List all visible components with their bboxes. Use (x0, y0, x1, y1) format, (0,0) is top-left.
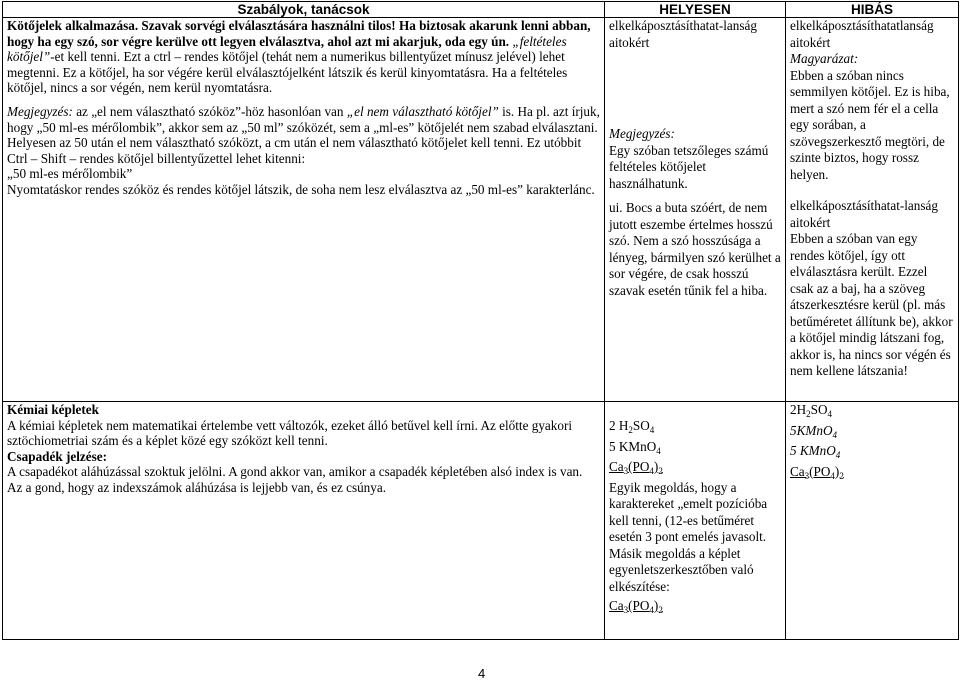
page-number: 4 (478, 666, 486, 681)
correct-formula-3: $Ca_3(PO_4)_2$ (609, 459, 663, 476)
hyphen-correct-cell (605, 18, 786, 402)
nonbreaking-hyphen-term: „el nem választható kötőjel” (346, 103, 499, 119)
chem-heading: Kémiai képletek (7, 402, 99, 417)
correct-ps: ui. Bocs a buta szóért, de nem jutott eszembe értelmes hosszú szó. Nem a szó hosszúsága a lényeg, bármilyen szó kerülhet a sor végére, de csak hosszú szavak esetén tűnik fel a hiba. (609, 200, 781, 298)
wrong-formula-3: 5 KMnO$_4$ (790, 443, 841, 460)
wrong-formula-2: 5KMnO$_4$ (790, 422, 837, 440)
hyphen-note (7, 104, 600, 135)
equation-formula: $Ca_3(PO_4)_2$ (609, 598, 663, 615)
chem-para: A kémiai képletek nem matematikai értelembe vett változók, ezeket álló betűvel kell írni. Az előtte gyakori sztöchiometriai szám és a képlet közé egy szóközt kell tenni. (7, 417, 573, 449)
correct-solution-1: Egyik megoldás, hogy a karaktereket „emelt pozícióba kell tenni, (12-es betűméret esetén 3 pont emelés javasolt. (609, 479, 768, 544)
correct-note-label: Megjegyzés: (609, 126, 675, 141)
hyphen-rules-text (7, 18, 600, 96)
wrong-explain-1: Ebben a szóban nincs semmilyen kötőjel. Ez is hiba, mert a szó nem fér el a cella egy sorában, a szövegszerkesztő megtöri, de szinte biztos, hogy rossz helyen. (790, 67, 950, 182)
chemistry-row (3, 402, 959, 640)
header-wrong: HIBÁS (786, 2, 959, 18)
correct-note: Egy szóban tetszőleges számú feltételes kötőjelet használhatunk. (609, 142, 769, 191)
wrong-formula-4: $Ca_3(PO_4)_2$ (790, 463, 844, 481)
hyphen-note-text-a: az „el nem választható szóköz”-höz hasonlóan van (72, 103, 347, 119)
chem-rules-cell (3, 402, 605, 640)
wrong-formula-1: $2H_2SO_4$ (790, 402, 832, 419)
hyphen-note-text-b: is. Ha pl. azt írjuk, hogy „50 ml-es mérőlombik”, akkor sem az „50 ml” szóközét, sem a „ml-es” kötőjelét nem szabad elválasztani. (7, 103, 600, 135)
header-row (3, 2, 959, 18)
hyphen-rules-explain: -et kell tenni. Ezt a ctrl – rendes kötőjel (tehát nem a numerikus billentyűzet mínusz jelével) lehet megtenni. Ez a kötőjel, ha sor végére kerül elválasztójelként látszik és kerül kinyomtatásra. Ha a feltételes kötőjel, nincs a sor végén, nem kerül nyomtatásra. (7, 49, 568, 96)
wrong-word-1: elkelkáposztásíthatatlanság aitokért (790, 18, 934, 50)
correct-formula-2: 5 KMnO$_4$ (609, 438, 661, 456)
style-guide-table (2, 1, 959, 640)
correct-formula-1: 2 $H_2SO_4$ (609, 418, 655, 435)
correct-solution-2: Másik megoldás a képlet egyenletszerkesztőben való elkészítése: (609, 545, 754, 594)
correct-word: elkelkáposztásíthatat-lanságaitokért (609, 18, 757, 50)
precipitate-heading: Csapadék jelzése: (7, 448, 107, 464)
header-rules: Szabályok, tanácsok (3, 2, 605, 18)
hyphen-rules-cell (3, 18, 605, 402)
hyphen-example: „50 ml-es mérőlombik” (7, 166, 133, 182)
wrong-explain-label: Magyarázat: (790, 51, 859, 66)
hyphen-note-label: Megjegyzés: (7, 103, 73, 119)
chem-correct-cell (605, 402, 786, 640)
wrong-explain-2: Ebben a szóban van egy rendes kötőjel, így ott elválasztásra került. Ezzel csak az a baj, ha a szöveg átszerkesztésre kerül (pl. más betűméretet állítunk be), akkor a kötőjel mindig látszani fog, akkor is, ha nincs sor végén és nem kellene látszania! (790, 231, 953, 378)
hyphen-wrong-cell (786, 18, 959, 402)
header-correct: HELYESEN (605, 2, 786, 18)
wrong-word-2: elkelkáposztásíthatat-lanságaitokért (790, 198, 938, 230)
hyphen-para3: Helyesen az 50 után el nem választható szóközt, a cm után el nem választható kötőjelet kell tenni. Ez utóbbit Ctrl – Shift – rendes kötőjel billentyűzettel lehet kitenni: (7, 135, 582, 166)
hyphen-row (3, 18, 959, 402)
hyphen-para4: Nyomtatáskor rendes szóköz és rendes kötőjel látszik, de soha nem lesz elválasztva az „50 ml-es” karakterlánc. (7, 181, 595, 197)
soft-hyphen-term: „feltételes kötőjel” (7, 33, 567, 65)
hyphen-rules-intro: Kötőjelek alkalmazása. Szavak sorvégi elválasztására használni tilos! Ha biztosak akarunk lenni abban, hogy ha egy szó, sor végre kerülve ott legyen elválasztva, ahol azt mi akarjuk, oda egy ún. (7, 18, 591, 49)
chem-wrong-cell (786, 402, 959, 640)
precipitate-para: A csapadékot aláhúzással szoktuk jelölni. A gond akkor van, amikor a csapadék képletében alsó index is van. Az a gond, hogy az indexszámok aláhúzása is lejjebb van, és ez csúnya. (7, 464, 583, 495)
